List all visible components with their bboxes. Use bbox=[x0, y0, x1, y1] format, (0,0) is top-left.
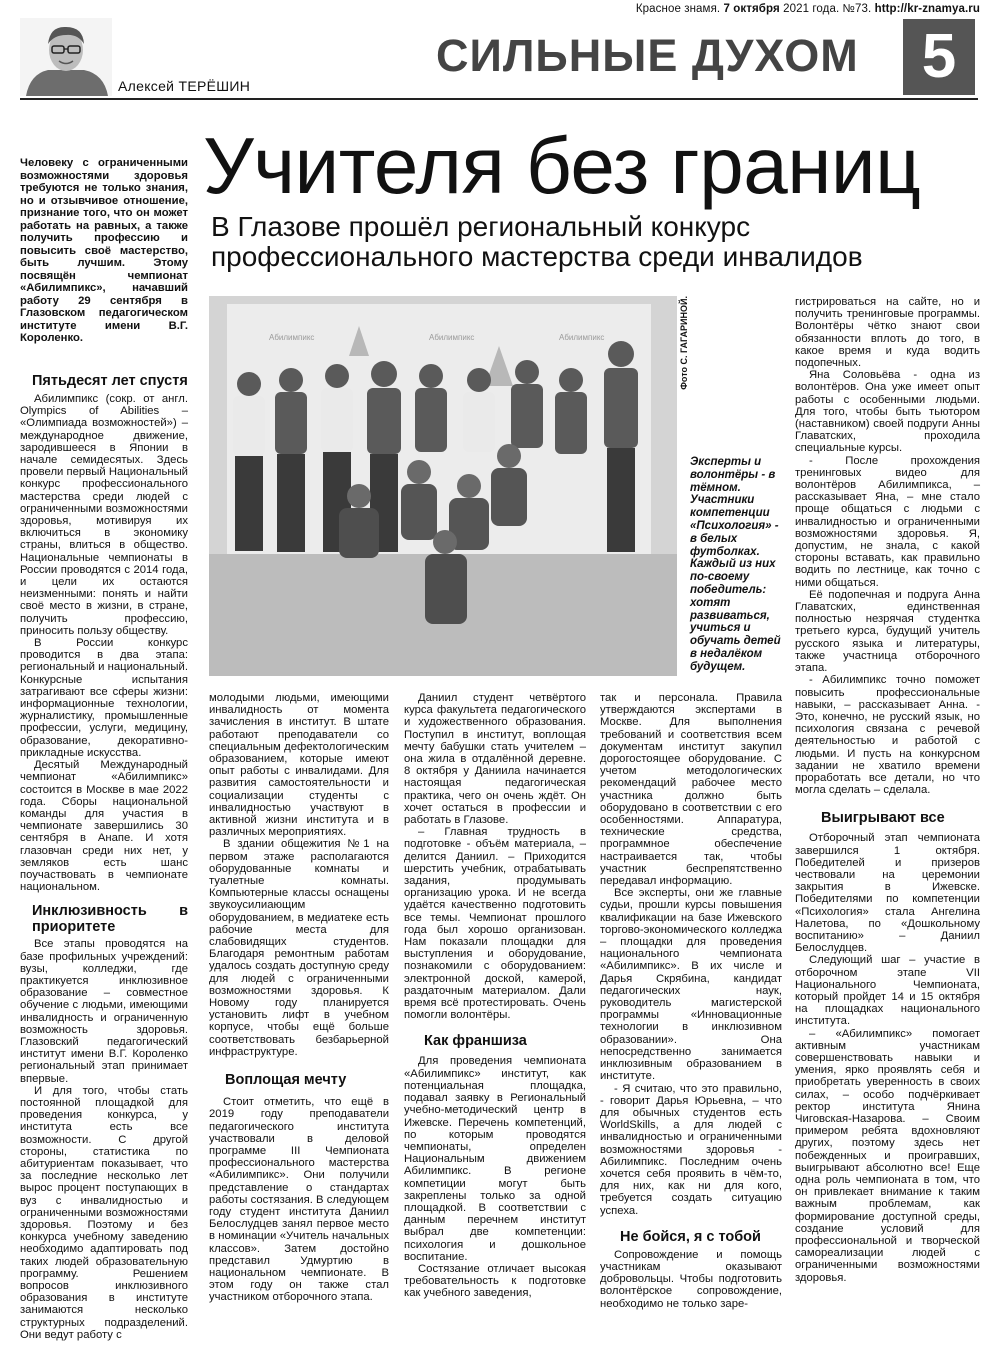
page-number: 5 bbox=[903, 19, 975, 95]
author-last-name: ТЕРЁШИН bbox=[178, 78, 251, 94]
banner-text: Абилимпикс bbox=[559, 333, 605, 342]
masthead bbox=[560, 3, 980, 15]
paragraph: – «Абилимпикс» помогает активным участникам совершенствовать навыки и умения, ярко проявлять себя и приобретать уверенность в своих силах, – особо подчёркивает ректор института Янина Чиговская-Назарова. – Своим примером ребята вдохновляют других, поэтому здесь нет побежденных и проигравших, выигрывают абсолютно все! Еще одна роль чемпионата в том, что он привлекает внимание к таким важным проблемам, как формирование доступной среды, создание условий для профессиональной и творческой самореализации людей с ограниченными возможностями здоровья. bbox=[795, 1027, 980, 1284]
column-4 bbox=[600, 692, 782, 1310]
paragraph: В здании общежития №1 на первом этаже располагаются оборудованные комнаты и туалетные комнаты. Компьютерные классы оснащены звукоусилиающим оборудованием, в медиатеке есть рабочие места для слабовидящих студентов. Благодаря ремонтным работам удалось создать доступную среду для людей с ограниченными возможностями здоровья. К Новому году планируется установить лифт в учебном корпусе, чтобы ещё больше соответствовать безбарьерной инфраструктуре. bbox=[209, 838, 389, 1058]
author-byline bbox=[118, 78, 250, 94]
banner-text: Абилимпикс bbox=[269, 333, 315, 342]
paragraph: Стоит отметить, что ещё в 2019 году преподаватели педагогического института участвовали в деловой программе III Чемпионата профессионального мастерства «Абилимпикс». Они получили представление о стандартах работы состязания. В следующем году студент института Даниил Белослудцев занял первое место в номинации «Учитель начальных классов». Затем достойно представил Удмуртию в национальном чемпионате. В этом году он также стал участником отборочного этапа. bbox=[209, 1096, 389, 1304]
photo-caption: Эксперты и волонтёры - в тёмном. Участники компетенции «Психология» - в белых футболках. Каждый из них по-своему победитель: хотят развиваться, учиться и обучать детей в недалёком будущем. bbox=[690, 456, 781, 673]
paragraph: В России конкурс проводится в два этапа: региональный и национальный. Конкурсные испытания затрагивают все сферы жизни: информационные технологии, журналистику, промышленные профессии, услуги, медицину, образование, декоративно-прикладные искусства. bbox=[20, 637, 188, 759]
issue-year-number: 2021 года. №73. bbox=[783, 3, 872, 15]
paper-name: Красное знамя. bbox=[635, 3, 721, 15]
subheading-realizing-dream: Воплощая мечту bbox=[225, 1072, 347, 1089]
article-subheadline: В Глазове прошёл региональный конкурс профессионального мастерства среди инвалидов bbox=[211, 211, 863, 272]
paragraph: Отборочный этап чемпионата завершился 1 октября. Победителей и призеров чествовали на церемонии закрытия в Ижевске. Победителями по компетенции «Психология» стала Ангелина Налетова, по «Дошкольному воспитанию» – Даниил Белослудцев. bbox=[795, 832, 980, 955]
header-rule bbox=[20, 98, 978, 100]
paragraph: молодыми людьми, имеющими инвалидность от момента зачисления в институт. В штате работают преподаватели со специальным дефектологическим образованием, которые имеют опыт работы с инвалидами. Для развития самостоятельности и социализации студенты с инвалидностью участвуют в активной жизни института и в различных мероприятиях. bbox=[209, 692, 389, 839]
paragraph: гистрироваться на сайте, но и получить тренинговые программы. Волонтёры чётко знают свои обязанности вплоть до того, в какое время и куда водить подопечных. bbox=[795, 296, 980, 370]
paragraph: Яна Соловьёва - одна из волонтёров. Она уже имеет опыт работы с особенными людьми. Для того, чтобы быть тьютором (наставником) своей подруги Анны Главатских, проходила специальные курсы. bbox=[795, 369, 980, 455]
site-url[interactable]: http://kr-znamya.ru bbox=[874, 3, 980, 15]
section-rubric: СИЛЬНЫЕ ДУХОМ bbox=[436, 30, 859, 81]
group-photo bbox=[209, 296, 677, 676]
subheading-fifty-years: Пятьдесят лет спустя bbox=[32, 373, 188, 389]
author-first-name: Алексей bbox=[118, 78, 175, 94]
column-1 bbox=[20, 373, 188, 1341]
paragraph: Десятый Международный чемпионат «Абилимпикс» состоится в Москве в мае 2022 года. Сборы национальной команды для участия в чемпионате завершились 30 сентября в Анапе. И хотя глазовчан среди них нет, у земляков есть шанс поучаствовать в чемпионате национальном. bbox=[20, 759, 188, 894]
article-headline: Учителя без границ bbox=[203, 121, 921, 210]
paragraph: Следующий шаг – участие в отборочном этапе VII Национального Чемпионата, который пройдет 14 и 15 октября на площадках национального института. bbox=[795, 954, 980, 1028]
subheading-everyone-wins: Выигрывают все bbox=[821, 810, 945, 827]
subheading-inclusivity: Инклюзивность в приоритете bbox=[32, 903, 188, 936]
paragraph: - Я считаю, что это правильно, - говорит Дарья Юрьевна, – что для обычных студентов есть WorldSkills, а для людей с инвалидностью и ограниченными возможностями здоровья - Абилимпикс. Последним очень хочется себя проявить в чём-то, для них, как ни для кого, требуется создать ситуацию успеха. bbox=[600, 1082, 782, 1217]
photo-credit bbox=[679, 296, 693, 456]
paragraph: Все эксперты, они же главные судьи, прошли курсы повышения квалификации на базе Ижевского торгово-экономического колледжа – площадки для проведения национального чемпионата «Абилимпикс». В их числе и Дарья Скрябина, кандидат педагогических наук, руководитель магистерской программы «Инновационные технологии в инклюзивном образовании». Она непосредственно занимается инклюзивным образованием в институте. bbox=[600, 887, 782, 1083]
banner-text: Абилимпикс bbox=[429, 333, 475, 342]
article-lead: Человеку с ограниченными возможностями здоровья требуются не только знания, но и отзывчивое отношение, признание того, что он может работать на равных, а также получить профессию и повысить своё мастерство, быть лучшим. Этому посвящён чемпионат «Абилимпикс», начавший работу 29 сентября в Глазовском педагогическом институте имени В.Г. Короленко. bbox=[20, 157, 188, 344]
column-3 bbox=[404, 692, 586, 1300]
subheading-dont-be-afraid: Не бойся, я с тобой bbox=[620, 1228, 761, 1245]
paragraph: Все этапы проводятся на базе профильных учреждений: вузы, колледжи, где практикуется инклюзивное образование – совместное обучение с людьми, имеющими инвалидность и ограниченную возможность здоровья. Глазовский педагогический институт имени В.Г. Короленко региональный этап принимает впервые. bbox=[20, 938, 188, 1085]
photo-credit-text: Фото С. ГАГАРИНОЙ. bbox=[679, 296, 689, 390]
paragraph: Состязание отличает высокая требовательность к подготовке как учебного заведения, bbox=[404, 1262, 586, 1300]
paragraph: – Главная трудность в подготовке - объём материала, – делится Даниил. – Приходится шерстить учебник, отрабатывать задания, продумывать организацию урока. И не всегда удаётся качественно подготовить все темы. Чемпионат прошлого года был хорошо организован. Нам показали площадки для выступления и оборудование, познакомили с оборудованием: электронной доской, камерой, раздаточным материалом. Дали время всё протестировать. Очень помогли волонтёры. bbox=[404, 826, 586, 1022]
paragraph: Даниил студент четвёртого курса факультета педагогического и художественного образования. Поступил в институт, воплощая мечту бабушки стать учителем – она жила в отдалённой деревне. 8 октября у Даниила начинается настоящая педагогическая практика, чего он очень ждёт. Он хочет остаться в профессии и работать в Глазове. bbox=[404, 692, 586, 827]
paragraph: - Абилимпикс точно поможет повысить профессиональные навыки, – рассказывает Анна. - Это, конечно, не русский язык, но психология связана с речевой деятельностью и работой с людьми. И пусть на конкурсном задании не хватило времени проработать все детали, но что могла сделать – сделала. bbox=[795, 674, 980, 797]
paragraph: И для того, чтобы стать постоянной площадкой для проведения конкурса, у института есть все возможности. С другой стороны, статистика по абитуриентам показывает, что за последние несколько лет вырос процент поступающих в вуз с инвалидностью и ограниченными возможностями здоровья. Поэтому и без конкурса учебному заведению необходимо адаптировать под таких людей образовательную программу. Решением вопросов инклюзивного образования в институте занимаются несколько структурных подразделений. Они ведут работу с bbox=[20, 1084, 188, 1341]
paragraph: Для проведения чемпионата «Абилимпикс» институт, как потенциальная площадка, подавал заявку в Региональный учебно-методический центр в Ижевске. Перечень компетенций, по которым проводятся чемпионаты, определен Национальным движением Абилимпикс. В регионе компетиции могут быть закреплены только за одной площадкой. В соответствии с данным перечнем институт выбрал две компетенции: психология и дошкольное воспитание. bbox=[404, 1055, 586, 1263]
column-5 bbox=[795, 296, 980, 1284]
paragraph: так и персонала. Правила утверждаются экспертами в Москве. Для выполнения требований и соответствия всем документам институт закупил дорогостоящее оборудование. С учетом методологических рекомендаций рабочее место участника должно быть оборудовано в соответствии с его особенностями. Аппаратура, технические средства, программное обеспечение настраивается так, чтобы участник беспрепятственно передавал информацию. bbox=[600, 692, 782, 888]
paragraph: Её подопечная и подруга Анна Главатских, единственная полностью незрячая студентка третьего курса, будущий учитель русского языка и литературы, также участница отборочного этапа. bbox=[795, 588, 980, 675]
paragraph: Сопровождение и помощь участникам оказывают добровольцы. Чтобы подготовить волонтёрское сопровождение, необходимо не только заре- bbox=[600, 1248, 782, 1310]
paragraph: - После прохождения тренинговых видео для волонтёров Абилимпикса, – рассказывает Яна, – мне стало проще общаться с людьми с инвалидностью и ограниченными возможностями здоровья. Я, допустим, не знала, с какой стороны вставать, как правильно водить по лестнице, как точно с ними общаться. bbox=[795, 454, 980, 589]
column-2 bbox=[209, 692, 389, 1304]
author-photo bbox=[20, 18, 112, 96]
issue-date: 7 октября bbox=[723, 3, 780, 15]
subheading-franchise: Как франшиза bbox=[424, 1033, 527, 1050]
paragraph: Абилимпикс (сокр. от англ. Olympics of Abilities – «Олимпиада возможностей») – международное движение, зародившееся в Японии в начале семидесятых. Здесь провели первый Национальный конкурс профессионального мастерства среди людей с ограниченными возможностями здоровья, мотивируя их включиться в экономику страны, влиться в общество. Национальные чемпионаты в России проводятся с 2014 года, и цели их остаются неизменными: понять и найти своё место в жизни, в стране, получить профессию, приносить пользу обществу. bbox=[20, 393, 188, 637]
